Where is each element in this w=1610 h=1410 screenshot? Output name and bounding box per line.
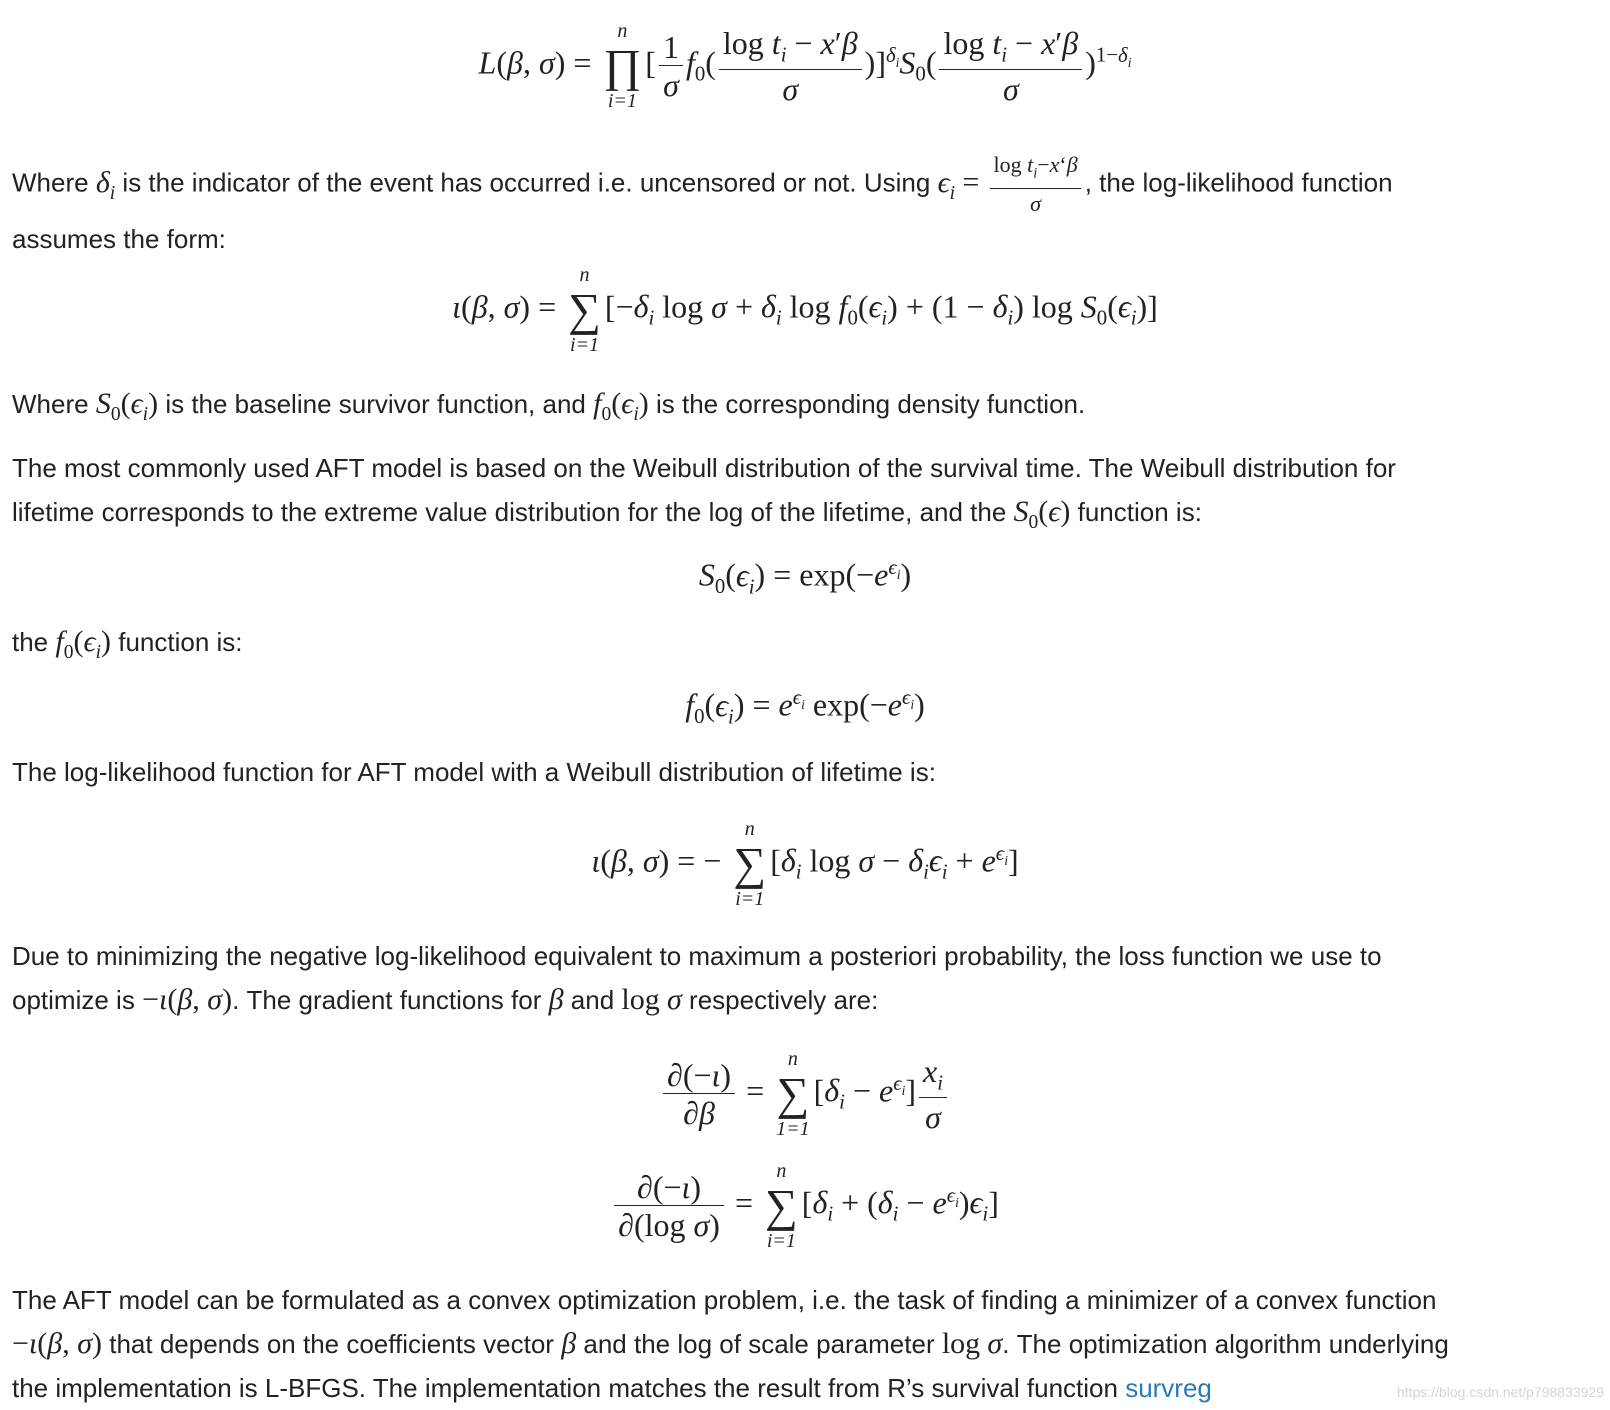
paragraph-indicator: Where $\delta_i$ is the indicator of the event has occurred i.e. uncensored or not. Using $\epsilon_i$ = $\frac{\log t_i-x‘\beta}{\sigma}$ , the log-likelihood function assumes the form: (12, 152, 1597, 261)
p2-after: is the corresponding density function. (655, 389, 1086, 419)
weibull-log-likelihood-equation: ι(β, σ) = − n ∑ i=1 [$\delta_i$ $\log \sigma - \delta_i\epsilon_i + e^{\epsilon_i}$] (591, 818, 1019, 910)
paragraph-weibull: The most commonly used AFT model is based on the Weibull distribution of the survival time. The Weibull distribution for lifetime corresponds to the extreme value distribution for the log of the lifetime, and the $S_0(\epsilon)$ function is: (12, 446, 1597, 545)
paragraph-density: the $f_0(\epsilon_i)$ function is: (12, 625, 243, 663)
p3-line1: The most commonly used AFT model is based on the Weibull distribution of the survival time. The Weibull distribution for (12, 453, 1396, 483)
survreg-link[interactable]: survreg (1125, 1373, 1212, 1403)
paragraph-weibull-loglik (12, 750, 1597, 794)
p7-line3: the implementation is L-BFGS. The implementation matches the result from R’s survival function (12, 1373, 1118, 1403)
p2-mid: is the baseline survivor function, and (165, 389, 586, 419)
p4-before: the (12, 627, 49, 657)
p7-line1: The AFT model can be formulated as a convex optimization problem, i.e. the task of finding a minimizer of a convex function (12, 1285, 1437, 1315)
p1-line2: assumes the form: (12, 224, 226, 255)
watermark: https://blog.csdn.net/p798833929 (1396, 1384, 1604, 1400)
survivor-equation: $S_0(\epsilon_i) = \exp(-e^{\epsilon_i})$ (698, 556, 912, 599)
p1-before: Where (12, 167, 89, 198)
likelihood-equation: L(β, σ) = n ∏ i=1 [ $\frac{1}{\sigma}$ $f_0$( $\frac{\log t_i - x'\beta}{\sigma}$ )]$^{\delta_i}S_0$( $\frac{\log t_i - x'\beta}{\sigma}$ )$^{1-\delta_i}$ (478, 20, 1132, 112)
p7-line2-and: and the log of scale parameter (583, 1329, 935, 1359)
p1-after: , the log-likelihood function (1084, 167, 1393, 198)
p3-line2-after: function is: (1077, 497, 1202, 527)
p2-before: Where (12, 389, 89, 419)
p6-line2-after: respectively are: (689, 985, 879, 1015)
p6-line2-before: optimize is (12, 985, 135, 1015)
paragraph-loss: Due to minimizing the negative log-likelihood equivalent to maximum a posteriori probability, the loss function we use to optimize is −ι(β, σ). The gradient functions for β and log σ respectively are: (12, 934, 1597, 1022)
log-likelihood-equation: ι(β, σ) = n ∑ i=1 [$-\delta_i$ $\log \sigma + \delta_i$ $\log f_0(\epsilon_i) + (1 - \delta_i)$ $\log S_0(\epsilon_i)$] (452, 264, 1158, 356)
p6-line1: Due to minimizing the negative log-likelihood equivalent to maximum a posteriori probability, the loss function we use to (12, 941, 1382, 971)
paragraph-baseline: Where $S_0(\epsilon_i)$ is the baseline survivor function, and $f_0(\epsilon_i)$ is the corresponding density function. (12, 387, 1086, 425)
gradient-beta-equation: $\frac{\partial(-\iota)}{\partial\beta}$ = n ∑ 1=1 $[\delta_i - e^{\epsilon_i}]$ $\frac{x_i}{\sigma}$ (0, 1048, 1610, 1140)
p1-mid: is the indicator of the event has occurred i.e. uncensored or not. Using (122, 167, 931, 198)
p6-line2-and: and (570, 985, 615, 1015)
p7-line2-after: . The optimization algorithm underlying (1002, 1329, 1449, 1359)
gradient-log-sigma-equation: $\frac{\partial(-\iota)}{\text{∂(log σ)}}$ = n ∑ i=1 $[\delta_i + (\delta_i - e^{\epsilon_i})\epsilon_i]$ (0, 1160, 1610, 1252)
p4-after: function is: (118, 627, 243, 657)
p7-line2-mid: that depends on the coefficients vector (109, 1329, 554, 1359)
p3-line2-before: lifetime corresponds to the extreme value distribution for the log of the lifetime, and the (12, 497, 1007, 527)
density-equation: $f_0(\epsilon_i) = e^{\epsilon_i}$ $\exp(-e^{\epsilon_i})$ (685, 686, 925, 729)
p5-text: The log-likelihood function for AFT model with a Weibull distribution of lifetime is: (12, 757, 936, 787)
paragraph-optimization: The AFT model can be formulated as a convex optimization problem, i.e. the task of finding a minimizer of a convex function −ι(β, σ) that depends on the coefficients vector β and the log of scale parameter log σ. The optimization algorithm underlying the implementation is L-BFGS. The implementation matches the result from R’s survival function survreg (12, 1278, 1597, 1410)
p6-line2-mid: . The gradient functions for (232, 985, 542, 1015)
